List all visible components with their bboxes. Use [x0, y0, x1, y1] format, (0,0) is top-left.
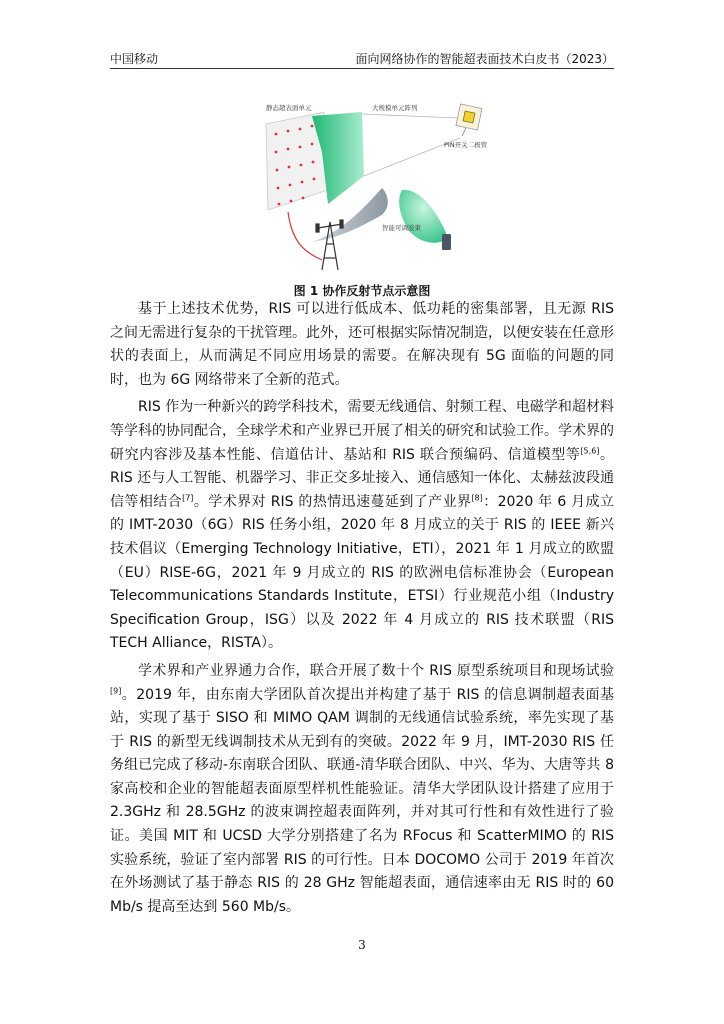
- label-array: 大规模单元阵列: [372, 104, 418, 112]
- paragraph-2: [110, 396, 614, 656]
- paragraph-text: 。2019 年，由东南大学团队首次提出并构建了基于 RIS 的信息调制超表面基站，实现了基于 SISO 和 MIMO QAM 调制的无线通信试验系统，率先实现了基于 RIS 的新型无线调制技术从无到有的突破。2022 年 9 月，IMT-2030 RIS 任务组已完成了移动-东南联合团队、联通-清华联合团队、中兴、华为、大唐等共 8 家高校和企业的智能超表面原型样机性能验证。清华大学团队设计搭建了应用于 2.3GHz 和 28.5GHz 的波束调控超表面阵列，并对其可行性和有效性进行了验证。美国 MIT 和 UCSD 大学分别搭建了名为 RFocus 和 ScatterMIMO 的 RIS 实验系统，验证了室内部署 RIS 的可行性。日本 DOCOMO 公司于 2019 年首次在外场测试了基于静态 RIS 的 28 GHz 智能超表面，通信速率由无 RIS 时的 60 Mb/s 提高至达到 560 Mb/s。: [110, 686, 614, 915]
- figure-illustration: [252, 92, 492, 278]
- body-text: [110, 298, 614, 919]
- citation-ref: [8]: [471, 493, 483, 503]
- incident-beam: [312, 188, 388, 242]
- label-beam: 智能可调波束: [382, 224, 421, 232]
- projection-line-top: [362, 114, 458, 118]
- unit-cell-patch: [463, 111, 475, 123]
- figure-caption: 图 1 协作反射节点示意图: [293, 284, 431, 298]
- paragraph-text: RIS 作为一种新兴的跨学科技术，需要无线通信、射频工程、电磁学和超材料等学科的协同配合，全球学术和产业界已开展了相关的研究和试验工作。学术界的研究内容涉及基本性能、信道估计、基站和 RIS 联合预编码、信道模型等: [110, 399, 614, 463]
- figure-cooperative-reflection-node: [252, 92, 492, 278]
- citation-ref: [5,6]: [580, 445, 600, 455]
- paragraph-text: ：2020 年 6 月成立的 IMT-2030（6G）RIS 任务小组，2020 年 8 月成立的关于 RIS 的 IEEE 新兴技术倡议（Emerging Technology Initiative，ETI），2021 年 1 月成立的欧盟（EU）RISE-6G，2021 年 9 月成立的 RIS 的欧洲电信标准协会（European Telecommunications Standards Institute，ETSI）行业规范小组（Industry Specification Group，ISG）以及 2022 年 4 月成立的 RIS 技术联盟（RIS TECH Alliance，RISTA）。: [110, 493, 615, 652]
- paragraph-1: [110, 298, 614, 392]
- paragraph-text: 。RIS 还与人工智能、机器学习、非正交多址接入、通信感知一体化、太赫兹波段通信等相结合: [110, 446, 614, 510]
- running-header: [110, 50, 614, 69]
- header-organization: 中国移动: [110, 52, 159, 66]
- user-device-icon: [442, 234, 451, 250]
- paragraph-text: 学术界和产业界通力合作，联合开展了数十个 RIS 原型系统项目和现场试验: [138, 662, 614, 679]
- citation-ref: [9]: [110, 685, 122, 695]
- pin-pointer: [462, 128, 466, 136]
- control-cable: [288, 212, 322, 260]
- base-station-icon: [316, 220, 343, 270]
- header-document-title: 面向网络协作的智能超表面技术白皮书（2023）: [355, 52, 614, 66]
- label-ris-panel: 静态超表面单元: [266, 104, 312, 112]
- label-pin-diode: PIN开关二极管: [444, 141, 488, 149]
- paragraph-text: 基于上述技术优势，RIS 可以进行低成本、低功耗的密集部署，且无源 RIS 之间无需进行复杂的干扰管理。此外，还可根据实际情况制造，以便安装在任意形状的表面上，从而满足不同应用场景的需要。在解决现有 5G 面临的问题的同时，也为 6G 网络带来了全新的范式。: [110, 301, 614, 388]
- paragraph-text: 。学术界对 RIS 的热情迅速蔓延到了产业界: [193, 493, 472, 510]
- citation-ref: [7]: [182, 493, 194, 503]
- reflected-beam-lobe: [399, 190, 448, 243]
- page-number: 3: [358, 938, 366, 952]
- paragraph-3: [110, 660, 614, 920]
